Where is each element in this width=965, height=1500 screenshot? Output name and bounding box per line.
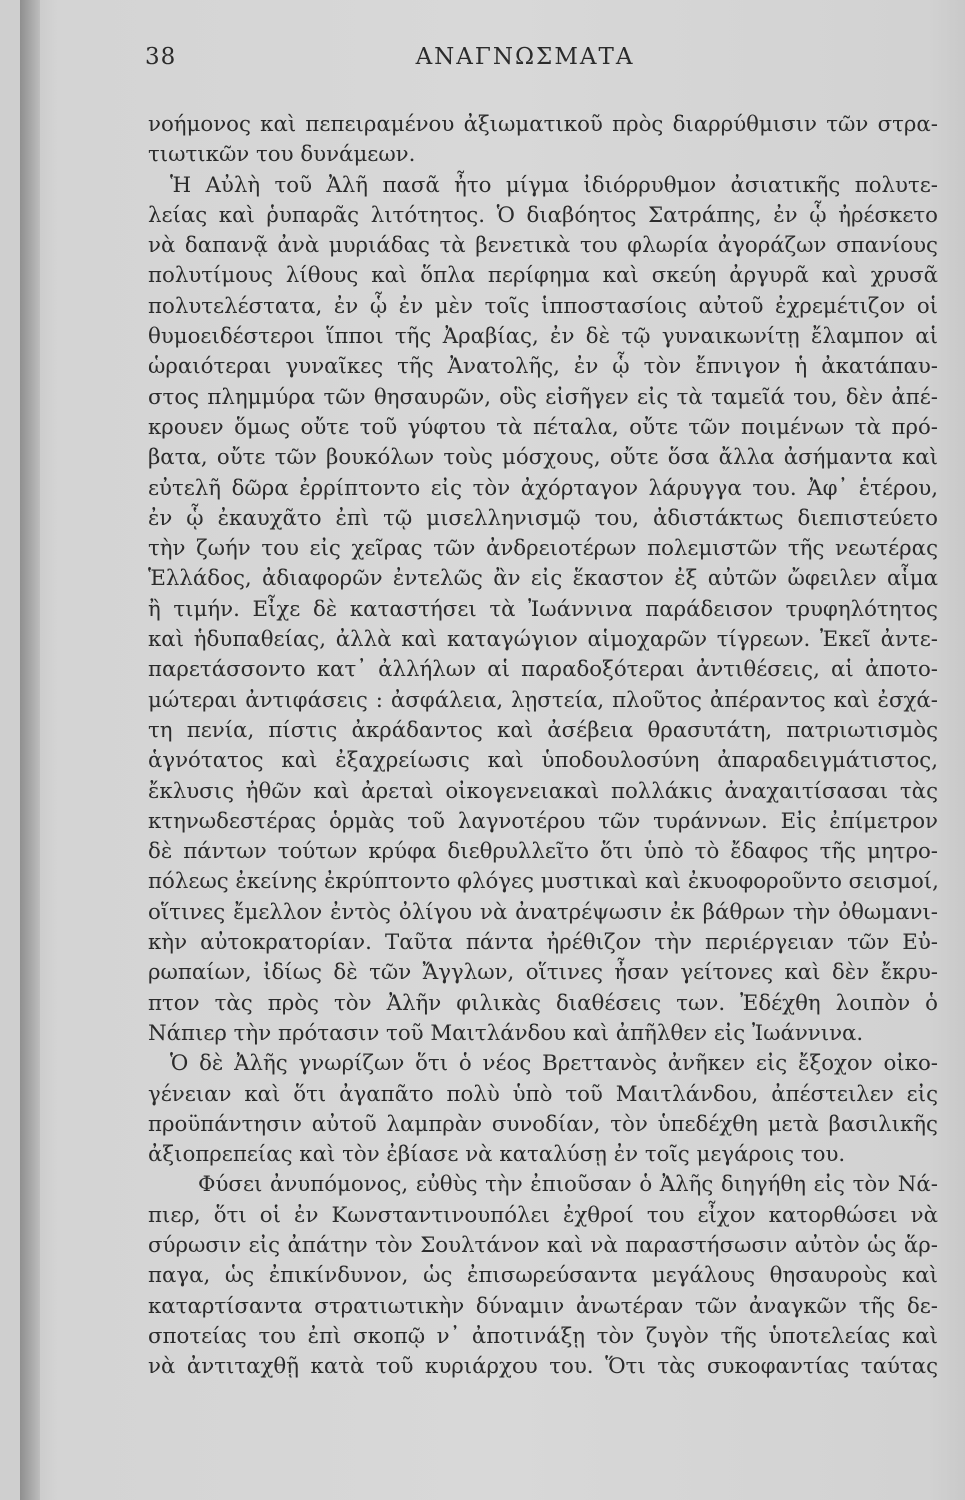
page-number: 38 <box>145 44 177 70</box>
text-line: πολυτίμους λίθους καὶ ὅπλα περίφημα καὶ σκεύη ἀργυρᾶ καὶ χρυσᾶ <box>148 263 938 289</box>
text-line: εὐτελῆ δῶρα ἐρρίπτοντο εἰς τὸν ἀχόρταγον λάρυγγα του. Ἀφ᾽ ἑτέρου, <box>148 475 938 501</box>
text-line: τὴν ζωήν του εἰς χεῖρας τῶν ἀνδρειοτέρων πολεμιστῶν τῆς νεωτέρας <box>148 536 938 562</box>
text-line: σποτείας του ἐπὶ σκοπῷ ν᾽ ἀποτινάξῃ τὸν ζυγὸν τῆς ὑποτελείας καὶ <box>148 1323 938 1349</box>
text-line: πολυτελέστατα, ἐν ᾧ ἐν μὲν τοῖς ἱπποστασίοις αὐτοῦ ἐχρεμέτιζον οἱ <box>148 293 938 319</box>
text-line: ἐν ᾧ ἐκαυχᾶτο ἐπὶ τῷ μισελληνισμῷ του, ἀδιστάκτως διεπιστεύετο <box>148 505 938 531</box>
text-line: δὲ πάντων τούτων κρύφα διεθρυλλεῖτο ὅτι ὑπὸ τὸ ἔδαφος τῆς μητρο- <box>148 839 938 865</box>
text-line: καταρτίσαντα στρατιωτικὴν δύναμιν ἀνωτέραν τῶν ἀναγκῶν τῆς δε- <box>148 1293 938 1319</box>
text-line: τιωτικῶν του δυνάμεων. <box>148 142 416 168</box>
text-line: πιερ, ὅτι οἱ ἐν Κωνσταντινουπόλει ἐχθροί του εἶχον κατορθώσει νὰ <box>148 1202 938 1228</box>
text-line: παρετάσσοντο κατ᾽ ἀλλήλων αἱ παραδοξότεραι ἀντιθέσεις, αἱ ἀποτο- <box>148 657 938 683</box>
text-line: ἀξιοπρεπείας καὶ τὸν ἐβίασε νὰ καταλύσῃ ἐν τοῖς μεγάροις του. <box>148 1142 846 1168</box>
text-line: γένειαν καὶ ὅτι ἀγαπᾶτο πολὺ ὑπὸ τοῦ Μαιτλάνδου, ἀπέστειλεν εἰς <box>148 1081 938 1107</box>
text-line: Ἡ Αὐλὴ τοῦ Ἀλῆ πασᾶ ἦτο μίγμα ἰδιόρρυθμον ἀσιατικῆς πολυτε- <box>170 172 938 198</box>
text-line: νὰ ἀντιταχθῇ κατὰ τοῦ κυριάρχου του. Ὅτι τὰς συκοφαντίας ταύτας <box>148 1354 938 1380</box>
text-line: προϋπάντησιν αὐτοῦ λαμπρὰν συνοδίαν, τὸν ὑπεδέχθη μετὰ βασιλικῆς <box>148 1111 938 1137</box>
text-line: σύρωσιν εἰς ἀπάτην τὸν Σουλτάνον καὶ νὰ παραστήσωσιν αὐτὸν ὡς ἅρ- <box>148 1232 938 1258</box>
text-line: οἵτινες ἔμελλον ἐντὸς ὀλίγου νὰ ἀνατρέψωσιν ἐκ βάθρων τὴν ὀθωμανι- <box>148 899 938 925</box>
text-line: μώτεραι ἀντιφάσεις : ἀσφάλεια, λῃστεία, πλοῦτος ἀπέραντος καὶ ἐσχά- <box>148 687 938 713</box>
text-line: βατα, οὔτε τῶν βουκόλων τοὺς μόσχους, οὔτε ὅσα ἄλλα ἀσήμαντα καὶ <box>148 445 938 471</box>
text-line: στος πλημμύρα τῶν θησαυρῶν, οὓς εἰσῆγεν εἰς τὰ ταμεῖά του, δὲν ἀπέ- <box>148 384 938 410</box>
text-line: τη πενία, πίστις ἀκράδαντος καὶ ἀσέβεια θρασυτάτη, πατριωτισμὸς <box>148 717 938 743</box>
text-line: νοήμονος καὶ πεπειραμένου ἀξιωματικοῦ πρὸς διαρρύθμισιν τῶν στρα- <box>148 112 938 137</box>
text-line: ρωπαίων, ἰδίως δὲ τῶν Ἄγγλων, οἵτινες ἦσαν γείτονες καὶ δὲν ἔκρυ- <box>148 960 938 986</box>
text-line: πόλεως ἐκείνης ἐκρύπτοντο φλόγες μυστικαὶ καὶ ἐκυοφοροῦντο σεισμοί, <box>148 869 939 895</box>
text-line: κρουεν ὅμως οὔτε τοῦ γύφτου τὰ πέταλα, οὔτε τῶν ποιμένων τὰ πρό- <box>148 414 938 440</box>
text-line: ἔκλυσις ἠθῶν καὶ ἀρεταὶ οἰκογενειακαὶ πολλάκις ἀναχαιτίσασαι τὰς <box>148 778 938 804</box>
running-head-title: ΑΝΑΓΝΩΣΜΑΤΑ <box>415 44 635 70</box>
text-line: Φύσει ἀνυπόμονος, εὐθὺς τὴν ἐπιοῦσαν ὁ Ἀλῆς διηγήθη εἰς τὸν Νά- <box>198 1172 938 1198</box>
page-header <box>145 44 905 80</box>
body-text <box>148 110 938 1382</box>
text-line: κτηνωδεστέρας ὁρμὰς τοῦ λαγνοτέρου τῶν τυράννων. Εἰς ἐπίμετρον <box>148 808 938 834</box>
text-line: Νάπιερ τὴν πρότασιν τοῦ Μαιτλάνδου καὶ ἀπῆλθεν εἰς Ἰωάννινα. <box>148 1020 864 1046</box>
text-line: ἢ τιμήν. Εἶχε δὲ καταστήσει τὰ Ἰωάννινα παράδεισον τρυφηλότητος <box>148 596 938 622</box>
text-line: νὰ δαπανᾷ ἀνὰ μυριάδας τὰ βενετικὰ του φλωρία ἀγοράζων σπανίους <box>148 233 938 259</box>
text-line: ὡραιότεραι γυναῖκες τῆς Ἀνατολῆς, ἐν ᾧ τὸν ἔπνιγον ἡ ἀκατάπαυ- <box>148 354 938 380</box>
text-line: παγα, ὡς ἐπικίνδυνον, ὡς ἐπισωρεύσαντα μεγάλους θησαυροὺς καὶ <box>148 1263 938 1289</box>
text-line: λείας καὶ ῥυπαρᾶς λιτότητος. Ὁ διαβόητος Σατράπης, ἐν ᾧ ἠρέσκετο <box>148 202 938 228</box>
text-line: κὴν αὐτοκρατορίαν. Ταῦτα πάντα ἠρέθιζον τὴν περιέργειαν τῶν Εὐ- <box>148 930 938 956</box>
page-gutter-shadow <box>20 0 40 1500</box>
book-page <box>20 0 965 1500</box>
text-line: ἁγνότατος καὶ ἐξαχρείωσις καὶ ὑποδουλοσύνη ἀπαραδειγμάτιστος, <box>148 748 938 774</box>
text-line: καὶ ἡδυπαθείας, ἀλλὰ καὶ καταγώγιον αἱμοχαρῶν τίγρεων. Ἐκεῖ ἀντε- <box>148 627 938 653</box>
text-line: πτον τὰς πρὸς τὸν Ἀλῆν φιλικὰς διαθέσεις των. Ἐδέχθη λοιπὸν ὁ <box>148 990 938 1016</box>
text-line: θυμοειδέστεροι ἵπποι τῆς Ἀραβίας, ἐν δὲ τῷ γυναικωνίτῃ ἔλαμπον αἱ <box>148 324 938 350</box>
text-line: Ὁ δὲ Ἀλῆς γνωρίζων ὅτι ὁ νέος Βρεττανὸς ἀνῆκεν εἰς ἔξοχον οἰκο- <box>170 1051 938 1077</box>
text-line: Ἑλλάδος, ἀδιαφορῶν ἐντελῶς ἂν εἰς ἕκαστον ἐξ αὐτῶν ὤφειλεν αἷμα <box>148 566 938 592</box>
